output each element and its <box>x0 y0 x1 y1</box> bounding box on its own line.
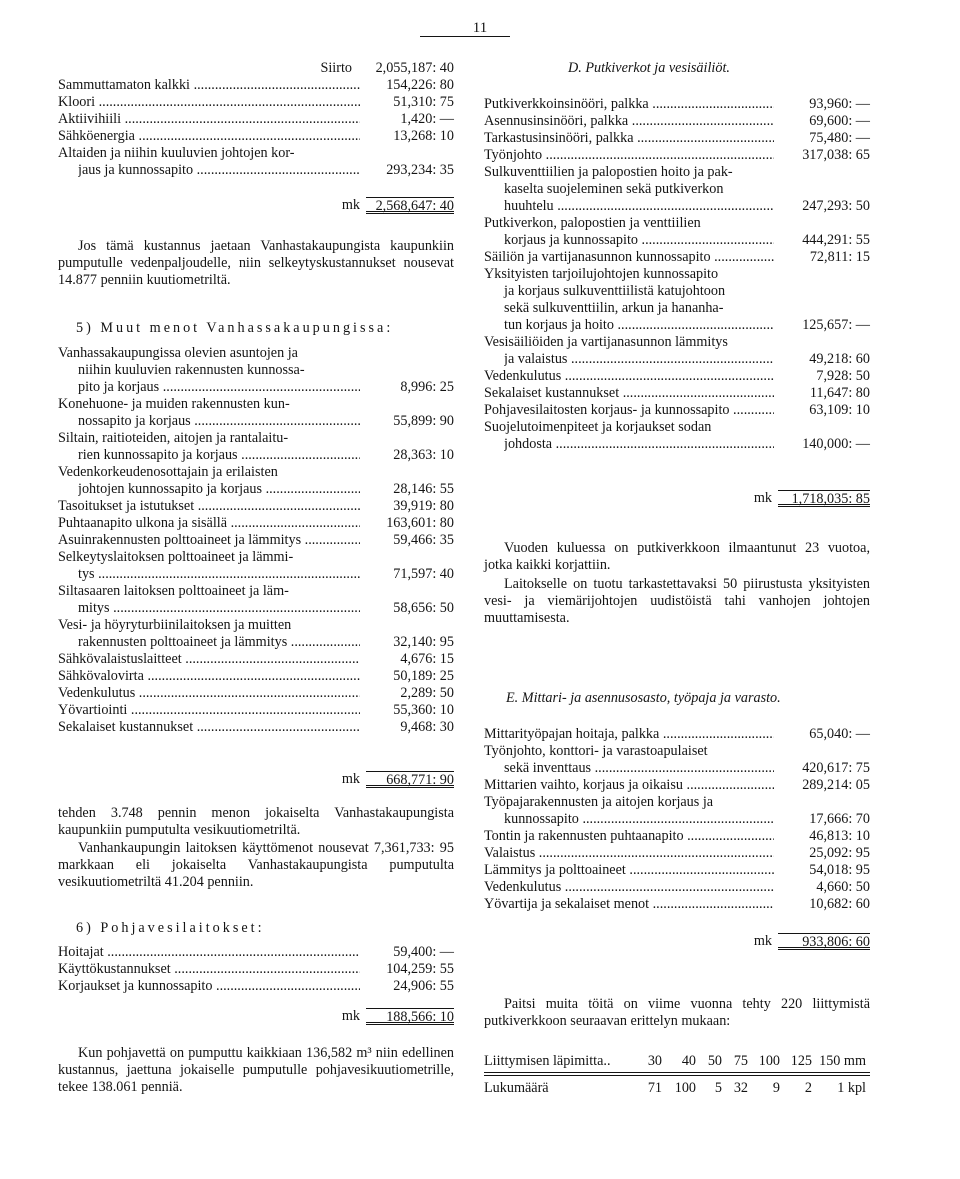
ledger-line: Siltain, raitioteiden, aitojen ja rantalaitu- <box>58 430 289 446</box>
ledger-item <box>484 794 870 828</box>
total5-value: 668,771: 90 <box>366 771 454 788</box>
ledger-label: Asuinrakennusten polttoaineet ja lämmitys ..... <box>58 532 360 549</box>
paragraph-5a: tehden 3.748 pennin menon jokaiselta Vanhastakaupungista kaupunkiin pumputulta vesikuutiometriltä. <box>58 805 454 838</box>
ledger-label: Valaistus ..... <box>484 845 774 862</box>
ledger-item <box>484 113 870 130</box>
ledger-label: Sekalaiset kustannukset ..... <box>58 719 360 736</box>
ledger-value: 4,660: 50 <box>816 879 870 895</box>
ledger-value: 93,960: — <box>809 96 870 112</box>
ledger-value: 46,813: 10 <box>809 828 870 844</box>
ledger-line: Sulkuventtiilien ja palopostien hoito ja pak- <box>484 164 733 180</box>
ledger-value: 444,291: 55 <box>802 232 870 248</box>
ledger-item <box>484 215 870 249</box>
ledger-row <box>484 385 870 402</box>
ledger-value: 140,000: — <box>802 436 870 452</box>
ledger-item <box>58 498 454 515</box>
ledger-label: Mittarien vaihto, korjaus ja oikaisu ..... <box>484 777 774 794</box>
ledger-line: Vesi- ja höyryturbiinilaitoksen ja muitten <box>58 617 292 633</box>
ledger-value: 104,259: 55 <box>386 961 454 977</box>
ledger-line: niihin kuuluvien rakennusten kunnossa- <box>78 362 305 378</box>
ledger-value: 63,109: 10 <box>809 402 870 418</box>
totalD-label: mk <box>753 490 772 506</box>
connections-table <box>484 1053 870 1097</box>
ledger-item <box>58 583 454 617</box>
ledger-label: Vedenkulutus ..... <box>484 368 774 385</box>
ledger-row <box>58 668 454 685</box>
ledger-item <box>484 96 870 113</box>
table-cell: 1 kpl <box>837 1080 866 1096</box>
table-cell: 32 <box>733 1080 748 1096</box>
table-row-diameter <box>484 1053 870 1070</box>
ledger-label: kunnossapito ..... <box>504 811 774 828</box>
ledger-item <box>58 549 454 583</box>
fences-line1: Altaiden ja niihin kuuluvien johtojen kor- <box>58 145 295 161</box>
itemsD-list <box>484 96 870 453</box>
ledger-row <box>484 436 870 453</box>
ledger-value: 69,600: — <box>809 113 870 129</box>
ledger-label: Kloori ..... <box>58 94 360 111</box>
totalD-value: 1,718,035: 85 <box>778 490 870 507</box>
ledger-item <box>484 419 870 453</box>
ledger-row <box>58 379 454 396</box>
ledger-item <box>484 266 870 334</box>
carry-label: Siirto <box>320 60 352 76</box>
itemsE-list <box>484 726 870 913</box>
ledger-item <box>58 719 454 736</box>
ledger-label: Sähkövalovirta ..... <box>58 668 360 685</box>
ledger-label: Vedenkulutus ..... <box>484 879 774 896</box>
ledger-row <box>484 368 870 385</box>
ledger-label: Työnjohto ..... <box>484 147 774 164</box>
ledger-label: Tasoitukset ja istutukset ..... <box>58 498 360 515</box>
total5-label: mk <box>341 771 360 787</box>
ledger-value: 49,218: 60 <box>809 351 870 367</box>
ledger-value: 247,293: 50 <box>802 198 870 214</box>
ledger-value: 51,310: 75 <box>393 94 454 110</box>
ledger-item <box>484 402 870 419</box>
table-cell: 100 <box>758 1053 780 1069</box>
paragraph-5b: Vanhankaupungin laitoksen käyttömenot nousevat 7,361,733: 95 markkaan eli jokaiselta Vanhastakaupungista pumputulta vesikuutiometriltä 41.204 penniin. <box>58 840 454 890</box>
ledger-row <box>58 566 454 583</box>
ledger-line: Siltasaaren laitoksen polttoaineet ja läm- <box>58 583 289 599</box>
ledger-row <box>58 94 454 111</box>
ledger-row <box>58 413 454 430</box>
ledger-line: Yksityisten tarjoilujohtojen kunnossapito <box>484 266 719 282</box>
ledger-value: 54,018: 95 <box>809 862 870 878</box>
sectionD-title: D. Putkiverkot ja vesisäiliöt. <box>568 60 730 76</box>
paragraph-a: Jos tämä kustannus jaetaan Vanhastakaupungista kaupunkiin pumputulle vedenpaljoudelle, niin selkeytyskustannukset nousevat 14.877 penniin kuutiometriltä. <box>58 238 454 288</box>
ledger-value: 317,038: 65 <box>802 147 870 163</box>
ledger-value: 75,480: — <box>809 130 870 146</box>
ledger-value: 2,289: 50 <box>400 685 454 701</box>
fences-line2: jaus ja kunnossapito ..... <box>78 162 360 179</box>
ledger-value: 7,928: 50 <box>816 368 870 384</box>
ledger-row <box>58 719 454 736</box>
ledger-label: Vedenkulutus ..... <box>58 685 360 702</box>
ledger-value: 154,226: 80 <box>386 77 454 93</box>
carry-row <box>58 60 454 77</box>
table-cell: 5 <box>714 1080 722 1096</box>
ledger-value: 65,040: — <box>809 726 870 742</box>
ledger-row <box>484 862 870 879</box>
ledger-value: 28,146: 55 <box>393 481 454 497</box>
ledger-line: Työnjohto, konttori- ja varastoapulaiset <box>484 743 708 759</box>
paragraph-D1: Vuoden kuluessa on putkiverkkoon ilmaantunut 23 vuotoa, jotka kaikki korjattiin. <box>484 540 870 573</box>
ledger-line: Vanhassakaupungissa olevien asuntojen ja <box>58 345 298 361</box>
ledger-row <box>58 532 454 549</box>
ledger-item <box>484 249 870 266</box>
carry-value: 2,055,187: 40 <box>375 60 454 76</box>
ledger-item <box>58 668 454 685</box>
table-cell: 125 <box>790 1053 812 1069</box>
totalD-row <box>484 490 870 507</box>
table-cell: 2 <box>804 1080 812 1096</box>
ledger-label: Sähköenergia ..... <box>58 128 360 145</box>
ledger-label: Aktiivihiili ..... <box>58 111 360 128</box>
ledger-value: 420,617: 75 <box>802 760 870 776</box>
table-row2-label: Lukumäärä <box>484 1080 549 1096</box>
ledger-value: 72,811: 15 <box>809 249 870 265</box>
table-cell: 71 <box>647 1080 662 1096</box>
ledger-label: Asennusinsinööri, palkka ..... <box>484 113 774 130</box>
table-cell: 75 <box>733 1053 748 1069</box>
ledger-value: 50,189: 25 <box>393 668 454 684</box>
ledger-label: Pohjavesilaitosten korjaus- ja kunnossapito ..... <box>484 402 774 419</box>
ledger-row <box>58 685 454 702</box>
ledger-row <box>58 702 454 719</box>
ledger-label: Käyttökustannukset ..... <box>58 961 360 978</box>
ledger-label: mitys ..... <box>78 600 360 617</box>
fences-value: 293,234: 35 <box>386 162 454 178</box>
ledger-row <box>58 961 454 978</box>
ledger-label: Yövartiointi ..... <box>58 702 360 719</box>
header-rule <box>420 36 510 37</box>
ledger-item <box>484 130 870 147</box>
table-cell: 50 <box>707 1053 722 1069</box>
totalE-value: 933,806: 60 <box>778 933 870 950</box>
ledger-row <box>484 896 870 913</box>
ledger-value: 55,360: 10 <box>393 702 454 718</box>
ledger-value: 55,899: 90 <box>393 413 454 429</box>
ledger-label: korjaus ja kunnossapito ..... <box>504 232 774 249</box>
ledger-row <box>484 130 870 147</box>
ledger-item <box>484 743 870 777</box>
ledger-row <box>484 249 870 266</box>
ledger-item <box>58 396 454 430</box>
ledger-label: Hoitajat ..... <box>58 944 360 961</box>
ledger-label: rakennusten polttoaineet ja lämmitys ..... <box>78 634 360 651</box>
sectionE-title: E. Mittari- ja asennusosasto, työpaja ja varasto. <box>506 690 781 706</box>
ledger-row <box>484 198 870 215</box>
ledger-row <box>484 845 870 862</box>
ledger-value: 59,466: 35 <box>393 532 454 548</box>
ledger-row <box>484 317 870 334</box>
ledger-label: Puhtaanapito ulkona ja sisällä ..... <box>58 515 360 532</box>
ledger-line: Työpajarakennusten ja aitojen korjaus ja <box>484 794 714 810</box>
ledger-value: 4,676: 15 <box>400 651 454 667</box>
ledger-item <box>58 430 454 464</box>
ledger-item <box>484 828 870 845</box>
ledger-item <box>58 464 454 498</box>
ledger-line: Vesisäiliöiden ja vartijanasunnon lämmitys <box>484 334 728 350</box>
ledger-label: Yövartija ja sekalaiset menot ..... <box>484 896 774 913</box>
items6-list <box>58 944 454 995</box>
ledger-row <box>484 777 870 794</box>
ledger-value: 58,656: 50 <box>393 600 454 616</box>
ledger-value: 28,363: 10 <box>393 447 454 463</box>
ledger-item <box>484 845 870 862</box>
ledger-item <box>484 896 870 913</box>
ledger-row <box>484 726 870 743</box>
ledger-line: sekä sulkuventtiilin, arkun ja hananha- <box>504 300 724 316</box>
ledger-item <box>484 385 870 402</box>
ledger-item <box>484 879 870 896</box>
ledger-item <box>58 515 454 532</box>
section5-title: 5) Muut menot Vanhassakaupungissa: <box>76 320 394 336</box>
ledger-line: Konehuone- ja muiden rakennusten kun- <box>58 396 290 412</box>
ledger-item <box>58 651 454 668</box>
ledger-label: huuhtelu ..... <box>504 198 774 215</box>
ledger-label: Tarkastusinsinööri, palkka ..... <box>484 130 774 147</box>
ledger-value: 59,400: — <box>393 944 454 960</box>
total-a-label: mk <box>341 197 360 213</box>
ledger-item <box>484 726 870 743</box>
ledger-item <box>484 777 870 794</box>
ledger-row <box>58 600 454 617</box>
ledger-item <box>58 345 454 396</box>
ledger-row <box>58 634 454 651</box>
ledger-row <box>58 978 454 995</box>
ledger-value: 163,601: 80 <box>386 515 454 531</box>
ledger-label: Mittarityöpajan hoitaja, palkka ..... <box>484 726 774 743</box>
ledger-row <box>484 402 870 419</box>
ledger-row <box>58 128 454 145</box>
ledger-value: 11,647: 80 <box>809 385 870 401</box>
ledger-row <box>58 651 454 668</box>
total6-value: 188,566: 10 <box>366 1008 454 1025</box>
ledger-line: Suojelutoimenpiteet ja korjaukset sodan <box>484 419 712 435</box>
ledger-label: johtojen kunnossapito ja korjaus ..... <box>78 481 360 498</box>
ledger-item <box>58 617 454 651</box>
ledger-label: ja valaistus ..... <box>504 351 774 368</box>
table-cell: 9 <box>772 1080 780 1096</box>
ledger-value: 24,906: 55 <box>393 978 454 994</box>
ledger-row <box>484 232 870 249</box>
ledger-label: tys ..... <box>78 566 360 583</box>
totalE-row <box>484 933 870 950</box>
ledger-value: 1,420: — <box>400 111 454 127</box>
ledger-value: 125,657: — <box>802 317 870 333</box>
section6-title: 6) Pohjavesilaitokset: <box>76 920 265 936</box>
ledger-label: Säiliön ja vartijanasunnon kunnossapito ..... <box>484 249 774 266</box>
paragraph-6: Kun pohjavettä on pumputtu kaikkiaan 136,582 m³ niin edellinen kustannus, jaettuna jokaiselle pumputulle pohjavesikuutiometrille, tekee 138.061 penniä. <box>58 1045 454 1095</box>
ledger-item <box>484 862 870 879</box>
table-cell: 30 <box>647 1053 662 1069</box>
ledger-row <box>58 498 454 515</box>
ledger-row <box>58 515 454 532</box>
ledger-value: 10,682: 60 <box>809 896 870 912</box>
ledger-row <box>484 96 870 113</box>
ledger-value: 39,919: 80 <box>393 498 454 514</box>
total5-row <box>58 771 454 788</box>
ledger-label: pito ja korjaus ..... <box>78 379 360 396</box>
ledger-line: Putkiverkon, palopostien ja venttiilien <box>484 215 701 231</box>
table-cell: 150 mm <box>819 1053 866 1069</box>
table-row-count <box>484 1080 870 1097</box>
ledger-line: Vedenkorkeudenosottajain ja erilaisten <box>58 464 278 480</box>
ledger-label: rien kunnossapito ja korjaus ..... <box>78 447 360 464</box>
table-cell: 40 <box>681 1053 696 1069</box>
ledger-item <box>484 164 870 215</box>
ledger-label: tun korjaus ja hoito ..... <box>504 317 774 334</box>
paragraph-D2: Laitokselle on tuotu tarkastettavaksi 50 piirustusta yksityisten vesi- ja viemärijohtojen uudistöistä tahi vanhojen johtojen muuttamisesta. <box>484 576 870 626</box>
ledger-row <box>484 147 870 164</box>
ledger-line: ja korjaus sulkuventtiilistä katujohtoon <box>504 283 726 299</box>
ledger-item <box>58 532 454 549</box>
table-row1-label: Liittymisen läpimitta.. <box>484 1053 611 1069</box>
table-cell: 100 <box>674 1080 696 1096</box>
fences-item <box>58 145 454 179</box>
ledger-item <box>484 368 870 385</box>
ledger-value: 289,214: 05 <box>802 777 870 793</box>
ledger-line: Selkeytyslaitoksen polttoaineet ja lämmi- <box>58 549 294 565</box>
ledger-row <box>58 447 454 464</box>
ledger-row <box>484 828 870 845</box>
ledger-row <box>484 811 870 828</box>
ledger-label: Sähkövalaistuslaitteet ..... <box>58 651 360 668</box>
ledger-label: Lämmitys ja polttoaineet ..... <box>484 862 774 879</box>
ledger-row <box>58 77 454 94</box>
total-a-row <box>58 197 454 214</box>
items5-list <box>58 345 454 736</box>
ledger-value: 17,666: 70 <box>809 811 870 827</box>
ledger-row <box>484 113 870 130</box>
ledger-row <box>484 879 870 896</box>
ledger-value: 25,092: 95 <box>809 845 870 861</box>
total6-row <box>58 1008 454 1025</box>
ledger-row <box>58 481 454 498</box>
ledger-value: 32,140: 95 <box>393 634 454 650</box>
total-a-value: 2,568,647: 40 <box>366 197 454 214</box>
ledger-row <box>58 944 454 961</box>
ledger-value: 13,268: 10 <box>393 128 454 144</box>
ledger-row <box>484 351 870 368</box>
paragraph-E: Paitsi muita töitä on viime vuonna tehty 220 liittymistä putkiverkkoon seuraavan erittelyn mukaan: <box>484 996 870 1029</box>
ledger-item <box>58 702 454 719</box>
ledger-value: 9,468: 30 <box>400 719 454 735</box>
ledger-item <box>484 334 870 368</box>
ledger-value: 71,597: 40 <box>393 566 454 582</box>
items-a-list <box>58 77 454 145</box>
page-number: 11 <box>472 20 488 36</box>
totalE-label: mk <box>753 933 772 949</box>
ledger-value: 8,996: 25 <box>400 379 454 395</box>
ledger-row <box>484 760 870 777</box>
ledger-label: johdosta ..... <box>504 436 774 453</box>
ledger-label: nossapito ja korjaus ..... <box>78 413 360 430</box>
ledger-label: Sammuttamaton kalkki ..... <box>58 77 360 94</box>
ledger-row <box>58 111 454 128</box>
ledger-item <box>484 147 870 164</box>
ledger-label: Korjaukset ja kunnossapito ..... <box>58 978 360 995</box>
ledger-label: sekä inventtaus ..... <box>504 760 774 777</box>
ledger-line: kaselta suojeleminen sekä putkiverkon <box>504 181 724 197</box>
ledger-label: Putkiverkkoinsinööri, palkka ..... <box>484 96 774 113</box>
ledger-label: Tontin ja rakennusten puhtaanapito ..... <box>484 828 774 845</box>
ledger-label: Sekalaiset kustannukset ..... <box>484 385 774 402</box>
table-divider <box>484 1072 870 1076</box>
total6-label: mk <box>341 1008 360 1024</box>
ledger-item <box>58 685 454 702</box>
